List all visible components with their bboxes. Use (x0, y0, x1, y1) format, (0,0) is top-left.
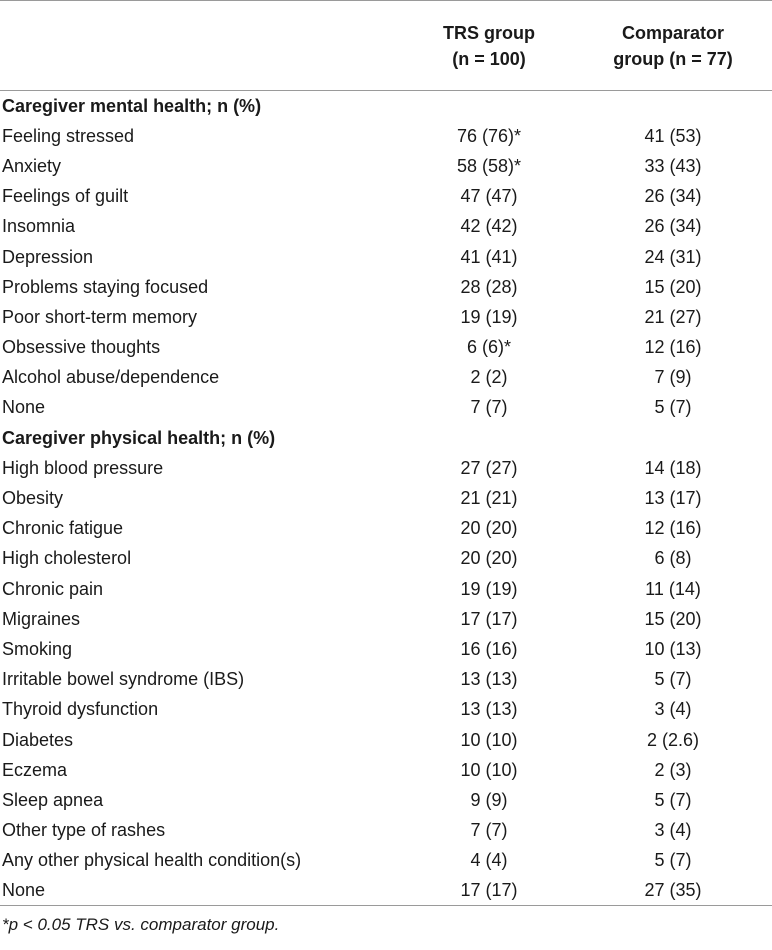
trs-value-cell: 13 (13) (460, 669, 518, 690)
comparator-value-cell: 12 (16) (644, 337, 702, 358)
comparator-value-cell: 15 (20) (644, 608, 702, 629)
row-label: Problems staying focused (2, 276, 209, 297)
table-row (0, 664, 772, 694)
section-header-row (0, 423, 772, 453)
trs-value-cell: 76 (76)* (456, 125, 522, 146)
comparator-value-cell: 12 (16) (644, 518, 702, 539)
trs-value-cell: 19 (19) (460, 306, 518, 327)
header-row (0, 1, 772, 91)
header-trs-line1: TRS group (443, 22, 535, 43)
comparator-value-cell: 21 (27) (644, 306, 702, 327)
section-header-row (0, 91, 772, 121)
trs-value-cell: 17 (17) (460, 608, 518, 629)
table-row (0, 151, 772, 181)
row-label: Obesity (2, 488, 64, 509)
section-title: Caregiver physical health; n (%) (2, 427, 276, 448)
row-label: Poor short-term memory (2, 306, 198, 327)
comparator-value-cell: 5 (7) (654, 789, 692, 810)
row-label: Other type of rashes (2, 820, 166, 841)
trs-value-cell: 19 (19) (460, 578, 518, 599)
table-row (0, 211, 772, 241)
comparator-value-cell: 3 (4) (654, 820, 692, 841)
comparator-value-cell: 5 (7) (654, 850, 692, 871)
row-label: Feelings of guilt (2, 186, 129, 207)
row-label: High cholesterol (2, 548, 132, 569)
trs-value-cell: 7 (7) (470, 820, 508, 841)
trs-value-cell: 17 (17) (404, 875, 574, 905)
row-label: High blood pressure (2, 457, 164, 478)
row-label: None (0, 875, 404, 905)
comparator-value-cell: 5 (7) (654, 669, 692, 690)
row-label: Any other physical health condition(s) (2, 850, 302, 871)
header-trs-line2: (n = 100) (452, 48, 526, 69)
table-row (0, 513, 772, 543)
row-label: Anxiety (2, 155, 62, 176)
row-label: Chronic fatigue (2, 518, 124, 539)
row-label: Thyroid dysfunction (2, 699, 159, 720)
table-row (0, 362, 772, 392)
comparator-value-cell: 6 (8) (654, 548, 692, 569)
table-row (0, 453, 772, 483)
table-row (0, 332, 772, 362)
comparator-value-cell: 41 (53) (644, 125, 702, 146)
table-row (0, 785, 772, 815)
row-label: None (2, 397, 46, 418)
trs-value-cell: 41 (41) (460, 246, 518, 267)
trs-value-cell: 10 (10) (460, 759, 518, 780)
row-label: Feeling stressed (2, 125, 135, 146)
comparator-value-cell: 2 (2.6) (646, 729, 700, 750)
comparator-value-cell: 5 (7) (654, 397, 692, 418)
header-trs-group (404, 1, 574, 91)
comparator-value-cell: 33 (43) (644, 155, 702, 176)
table-row (0, 875, 772, 905)
trs-value-cell: 20 (20) (460, 548, 518, 569)
comparator-value-cell: 26 (34) (644, 186, 702, 207)
row-label: Irritable bowel syndrome (IBS) (2, 669, 245, 690)
comparator-value-cell: 10 (13) (644, 638, 702, 659)
header-comp-line1: Comparator (621, 22, 724, 43)
comparator-value-cell: 11 (14) (645, 578, 701, 599)
row-label: Eczema (2, 759, 68, 780)
table-header (0, 1, 772, 91)
table-row (0, 543, 772, 573)
section-title: Caregiver mental health; n (%) (2, 95, 262, 116)
row-label: Obsessive thoughts (2, 337, 161, 358)
trs-value-cell: 10 (10) (460, 729, 518, 750)
row-label: Insomnia (2, 216, 76, 237)
table-row (0, 392, 772, 422)
trs-value-cell: 27 (27) (460, 457, 518, 478)
table-row (0, 302, 772, 332)
row-label: Diabetes (2, 729, 74, 750)
row-label: Alcohol abuse/dependence (2, 367, 220, 388)
trs-value-cell: 4 (4) (470, 850, 508, 871)
table-row (0, 755, 772, 785)
table-row (0, 815, 772, 845)
comparator-value-cell: 3 (4) (654, 699, 692, 720)
table-row (0, 121, 772, 151)
trs-value-cell: 42 (42) (460, 216, 518, 237)
trs-value-cell: 58 (58)* (456, 155, 522, 176)
table-row (0, 181, 772, 211)
trs-value-cell: 7 (7) (470, 397, 508, 418)
comparator-value-cell: 7 (9) (654, 367, 692, 388)
comparator-value-cell: 2 (3) (654, 759, 692, 780)
header-comp-line2: group (n = 77) (613, 48, 733, 69)
row-label: Sleep apnea (2, 789, 104, 810)
trs-value-cell: 47 (47) (460, 186, 518, 207)
table-row (0, 241, 772, 271)
table-row (0, 634, 772, 664)
row-label: Smoking (2, 638, 73, 659)
header-blank-cell (0, 1, 404, 91)
trs-value-cell: 6 (6)* (466, 337, 511, 358)
table-row (0, 845, 772, 875)
table-row (0, 694, 772, 724)
row-label: Chronic pain (2, 578, 104, 599)
trs-value-cell: 28 (28) (460, 276, 518, 297)
trs-value-cell: 20 (20) (460, 518, 518, 539)
table-row (0, 483, 772, 513)
row-label: Depression (2, 246, 94, 267)
row-label: Migraines (2, 608, 81, 629)
comparator-value-cell: 13 (17) (644, 488, 702, 509)
trs-value-cell: 13 (13) (460, 699, 518, 720)
trs-value-cell: 2 (2) (470, 367, 508, 388)
table-row (0, 574, 772, 604)
footnote: *p < 0.05 TRS vs. comparator group. (2, 915, 280, 935)
table-row (0, 272, 772, 302)
comparator-value-cell: 26 (34) (644, 216, 702, 237)
header-comparator-group (574, 1, 772, 91)
trs-value-cell: 21 (21) (460, 488, 518, 509)
table-row (0, 724, 772, 754)
trs-value-cell: 16 (16) (460, 638, 518, 659)
trs-value-cell: 9 (9) (470, 789, 508, 810)
comparator-value-cell: 24 (31) (644, 246, 702, 267)
comparator-value-cell: 15 (20) (644, 276, 702, 297)
comparator-value-cell: 14 (18) (644, 457, 702, 478)
table-row (0, 604, 772, 634)
comparator-value-cell: 27 (35) (574, 875, 772, 905)
table-body (0, 91, 772, 906)
